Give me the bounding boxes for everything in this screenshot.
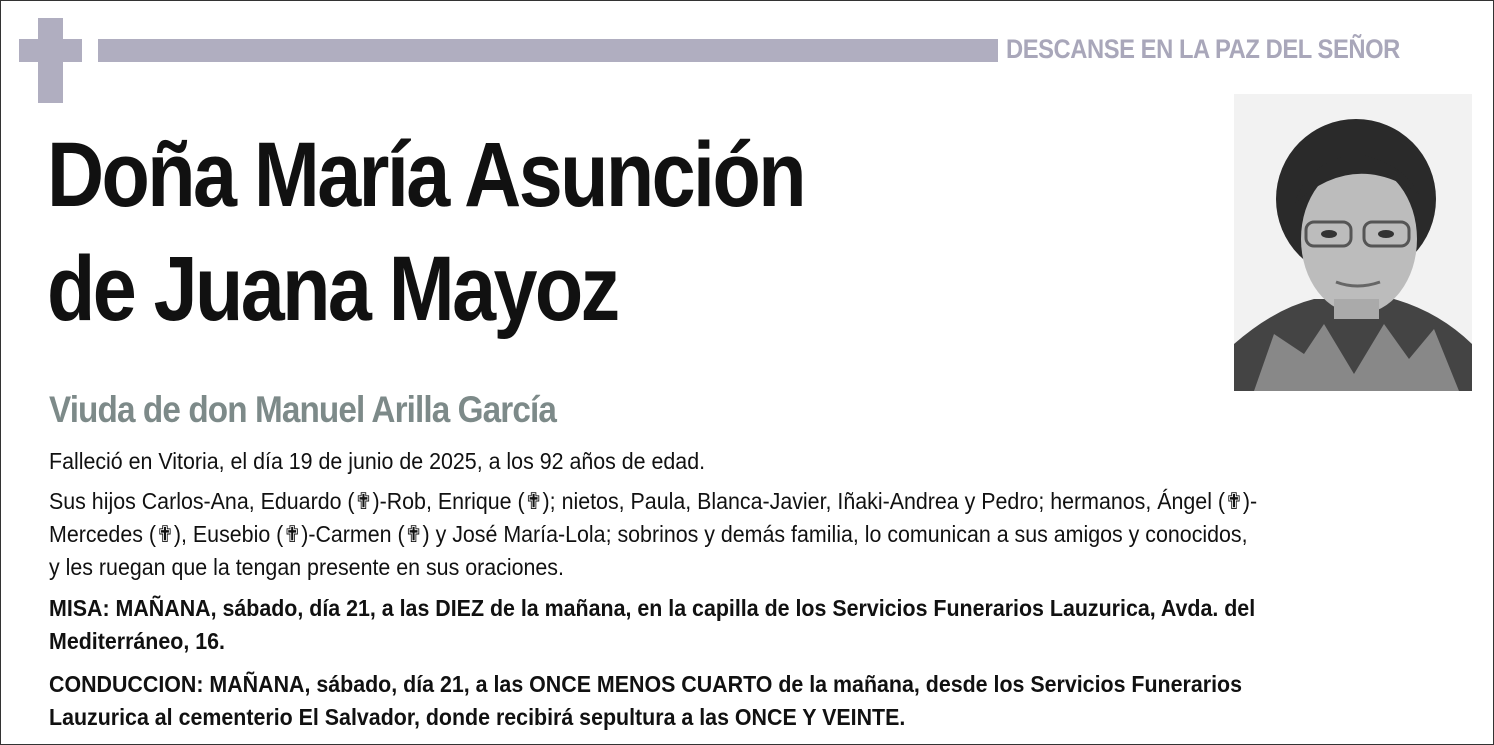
- family-line: y les ruegan que la tengan presente en sus oraciones.: [49, 554, 564, 580]
- family-line: Mercedes (✟), Eusebio (✟)-Carmen (✟) y José María-Lola; sobrinos y demás familia, lo comunican a sus amigos y conocidos,: [49, 521, 1248, 547]
- header-text: DESCANSE EN LA PAZ DEL SEÑOR: [1006, 34, 1400, 64]
- family-line: Sus hijos Carlos-Ana, Eduardo (✟)-Rob, Enrique (✟); nietos, Paula, Blanca-Javier, Iñaki-Andrea y Pedro; hermanos, Ángel (✟)-: [49, 488, 1258, 514]
- death-notice: Falleció en Vitoria, el día 19 de junio de 2025, a los 92 años de edad.: [49, 448, 706, 474]
- widow-of: Viuda de don Manuel Arilla García: [49, 389, 556, 430]
- procession-line: CONDUCCION: MAÑANA, sábado, día 21, a las ONCE MENOS CUARTO de la mañana, desde los Servicios Funerarios: [49, 671, 1242, 697]
- procession-paragraph: [49, 668, 1388, 734]
- deceased-name-line2: de Juana Mayoz: [47, 238, 618, 340]
- mass-paragraph: [49, 592, 1388, 658]
- deceased-name-line1: Doña María Asunción: [47, 124, 804, 226]
- family-paragraph: [49, 485, 1388, 584]
- mass-line: Mediterráneo, 16.: [49, 628, 225, 654]
- header-rule: [98, 39, 998, 62]
- portrait-photo: [1234, 94, 1472, 391]
- procession-line: Lauzurica al cementerio El Salvador, donde recibirá sepultura a las ONCE Y VEINTE.: [49, 704, 906, 730]
- mass-line: MISA: MAÑANA, sábado, día 21, a las DIEZ de la mañana, en la capilla de los Servicios Funerarios Lauzurica, Avda. del: [49, 595, 1256, 621]
- cross-icon-arm: [19, 39, 82, 62]
